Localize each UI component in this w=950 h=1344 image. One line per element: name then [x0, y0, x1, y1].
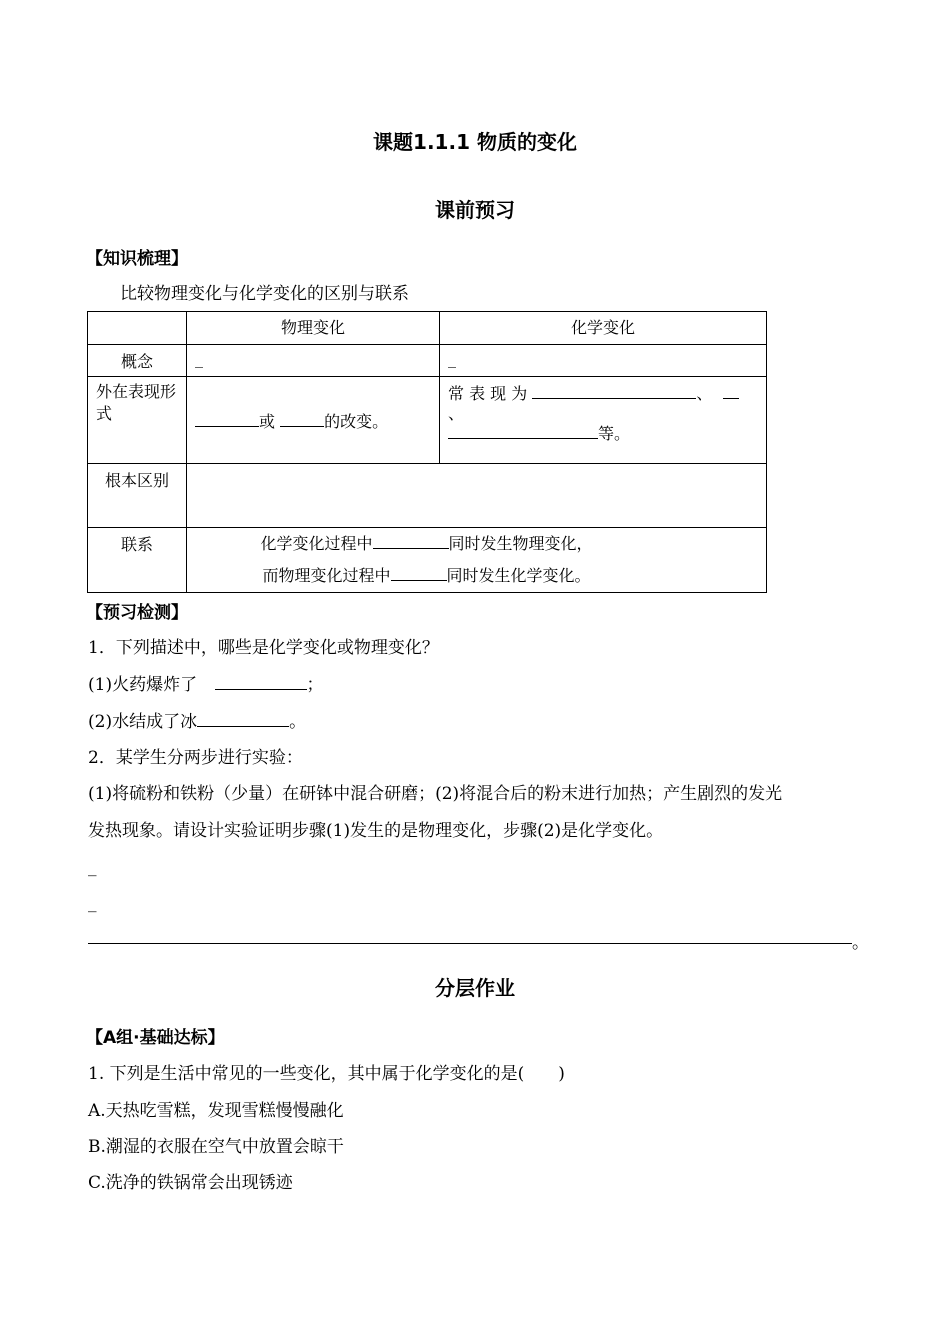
- row-label-concept: 概念: [88, 345, 187, 377]
- form-chemical-line1: [448, 381, 758, 407]
- link-line2-prefix: 而物理变化过程中: [262, 566, 391, 585]
- form-chemical-line3: [448, 421, 758, 447]
- answer-line[interactable]: [88, 943, 852, 944]
- table-intro: 比较物理变化与化学变化的区别与联系: [120, 284, 409, 304]
- section-heading-preview: 课前预习: [435, 198, 515, 222]
- answer-blank-1b[interactable]: [197, 712, 289, 727]
- blank-physical-2[interactable]: [280, 412, 324, 427]
- link-line2-suffix: 同时发生化学变化。: [446, 566, 591, 585]
- link-cell: [187, 528, 767, 593]
- row-concept: [88, 345, 767, 377]
- question-1b-text: (2)水结成了冰: [88, 712, 198, 732]
- hw-question-1: 1. 下列是生活中常见的一些变化，其中属于化学变化的是( ): [88, 1064, 565, 1084]
- row-form: [88, 377, 767, 464]
- header-empty-cell: [88, 312, 187, 345]
- blank-physical-1[interactable]: [195, 412, 259, 427]
- header-physical: 物理变化: [187, 312, 440, 345]
- link-line1-prefix: 化学变化过程中: [260, 534, 373, 553]
- blank-link-2[interactable]: [391, 566, 447, 581]
- question-2-line2: 发热现象。请设计实验证明步骤(1)发生的是物理变化，步骤(2)是化学变化。: [88, 821, 664, 841]
- comparison-table: [87, 311, 767, 593]
- row-label-form: 外在表现形式: [88, 377, 187, 464]
- table-header-row: [88, 312, 767, 345]
- row-link: [88, 528, 767, 593]
- question-1: 1．下列描述中，哪些是化学变化或物理变化？: [88, 638, 439, 658]
- question-1b-suffix: 。: [289, 712, 307, 732]
- form-chemical-cell: [440, 377, 767, 464]
- answer-mark-2: _: [88, 893, 97, 913]
- option-a[interactable]: A.天热吃雪糕，发现雪糕慢慢融化: [88, 1101, 344, 1121]
- question-1a: [88, 670, 324, 695]
- form-physical-suffix: 的改变。: [324, 411, 389, 431]
- row-difference: [88, 464, 767, 528]
- question-2-line1: (1)将硫粉和铁粉（少量）在研钵中混合研磨；(2)将混合后的粉末进行加热；产生剧烈的发光: [88, 784, 783, 804]
- form-chemical-sep1: 、: [696, 384, 713, 403]
- form-chemical-prefix: 常 表 现 为: [448, 384, 528, 403]
- group-a-label: 【A组·基础达标】: [86, 1028, 225, 1048]
- form-chemical-suffix: 等。: [598, 424, 631, 443]
- form-physical-or: 或: [259, 411, 276, 431]
- answer-end-mark: 。: [852, 933, 869, 953]
- answer-blank-1a[interactable]: [215, 675, 307, 690]
- answer-mark-1: _: [88, 857, 97, 877]
- blank-link-1[interactable]: [373, 534, 449, 549]
- row-label-link: 联系: [88, 528, 187, 593]
- form-chemical-sep2: 、: [448, 404, 465, 423]
- question-1a-text: (1)火药爆炸了: [88, 675, 198, 695]
- page-title: 课题1.1.1 物质的变化: [373, 130, 577, 154]
- concept-chemical-cell: _: [440, 345, 767, 377]
- knowledge-label: 【知识梳理】: [86, 249, 188, 269]
- blank-chemical-2[interactable]: [723, 384, 739, 399]
- link-line1-suffix: 同时发生物理变化，: [448, 534, 593, 553]
- check-label: 【预习检测】: [86, 603, 188, 623]
- blank-chemical-1[interactable]: [532, 384, 696, 399]
- form-physical-cell: [187, 377, 440, 464]
- option-c[interactable]: C.洗净的铁锅常会出现锈迹: [88, 1173, 293, 1193]
- question-2: 2．某学生分两步进行实验：: [88, 748, 303, 768]
- question-1b: [88, 707, 306, 732]
- blank-chemical-3[interactable]: [448, 424, 598, 439]
- link-line1: [187, 528, 666, 560]
- header-chemical: 化学变化: [440, 312, 767, 345]
- question-1a-suffix: ；: [306, 675, 324, 695]
- section-heading-homework: 分层作业: [435, 976, 515, 1000]
- option-b[interactable]: B.潮湿的衣服在空气中放置会晾干: [88, 1137, 344, 1157]
- row-label-difference: 根本区别: [88, 464, 187, 528]
- difference-answer-cell[interactable]: [187, 464, 767, 528]
- link-line2: [187, 560, 666, 592]
- concept-physical-cell: _: [187, 345, 440, 377]
